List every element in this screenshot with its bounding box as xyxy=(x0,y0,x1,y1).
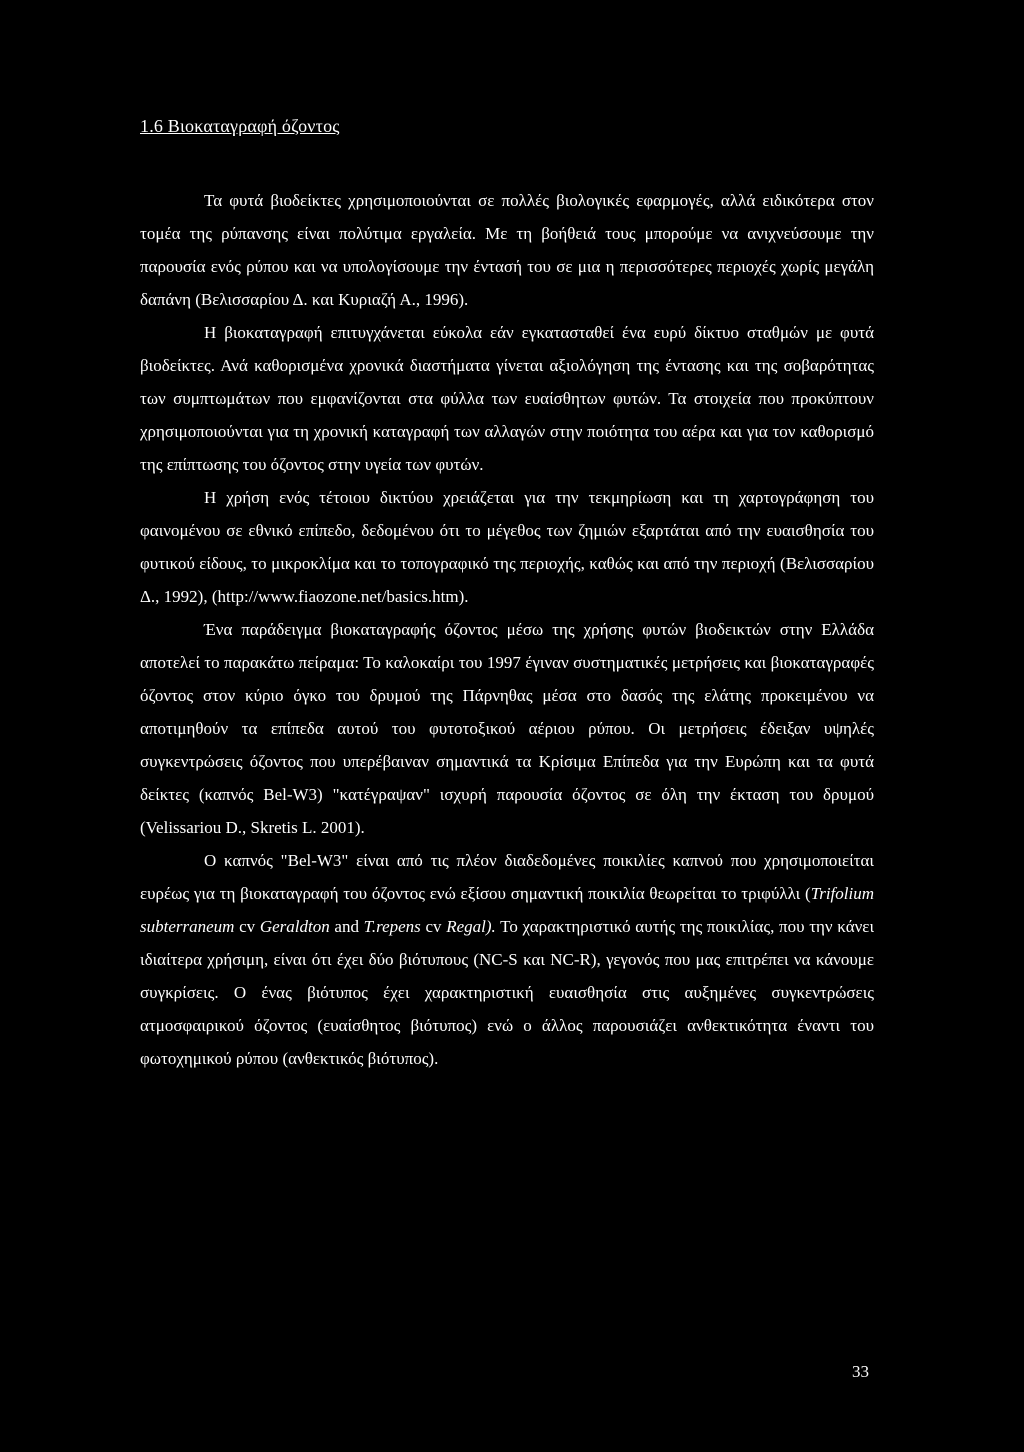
paragraph-5-text-e: Το χαρακτηριστικό αυτής της ποικιλίας, που την κάνει ιδιαίτερα χρήσιμη, είναι ότι έχει δύο βιότυπους (NC-S και NC-R), γεγονός που μας επιτρέπει να κάνουμε συγκρίσεις. Ο ένας βιότυπος έχει χαρακτηριστική ευαισθησία στις αυξημένες συγκεντρώσεις ατμοσφαιρικού όζοντος (ευαίσθητος βιότυπος) ενώ ο άλλος παρουσιάζει ανθεκτικότητα έναντι του φωτοχημικού ρύπου (ανθεκτικός βιότυπος). xyxy=(140,917,875,1068)
paragraph-1: Τα φυτά βιοδείκτες χρησιμοποιούνται σε πολλές βιολογικές εφαρμογές, αλλά ειδικότερα στον τομέα της ρύπανσης είναι πολύτιμα εργαλεία. Με τη βοήθειά τους μπορούμε να ανιχνεύσουμε την παρουσία ενός ρύπου και να υπολογίσουμε την έντασή του σε μια η περισσότερες περιοχές χωρίς μεγάλη δαπάνη (Βελισσαρίου Δ. και Κυριαζή Α., 1996). xyxy=(140,191,874,309)
body-text xyxy=(140,184,874,1075)
species-name-repens: T.repens xyxy=(363,917,421,936)
paragraph-4: Ένα παράδειγμα βιοκαταγραφής όζοντος μέσω της χρήσης φυτών βιοδεικτών στην Ελλάδα αποτελεί το παρακάτω πείραμα: Το καλοκαίρι του 1997 έγιναν συστηματικές μετρήσεις και βιοκαταγραφές όζοντος στον κύριο όγκο του δρυμού της Πάρνηθας μέσα στο δασός της ελάτης προκειμένου να αποτιμηθούν τα επίπεδα αυτού του φυτοτοξικού αέριου ρύπου. Οι μετρήσεις έδειξαν υψηλές συγκεντρώσεις όζοντος που υπερέβαιναν σημαντικά τα Κρίσιμα Επίπεδα για την Ευρώπη και τα φυτά δείκτες (καπνός Bel-W3) "κατέγραψαν" ισχυρή παρουσία όζοντος σε όλη την έκταση του δρυμού (Velissariou D., Skretis L. 2001). xyxy=(140,620,874,837)
section-heading: 1.6 Βιοκαταγραφή όζοντος xyxy=(140,116,340,136)
paragraph-5-text-a: Ο καπνός "Bel-W3" είναι από τις πλέον διαδεδομένες ποικιλίες καπνού που χρησιμοποιείται ευρέως για τη βιοκαταγραφή του όζοντος ενώ εξίσου σημαντική ποικιλία θεωρείται το τριφύλλι ( xyxy=(140,851,874,903)
paragraph-5 xyxy=(140,844,874,1075)
paragraph-5-text-c: and xyxy=(329,917,364,936)
cultivar-name-regal: Regal). xyxy=(446,917,496,936)
paragraph-5-text-b: cv xyxy=(234,917,260,936)
page-number: 33 xyxy=(852,1362,869,1381)
paragraph-5-text-d: cv xyxy=(420,917,447,936)
paragraph-2: Η βιοκαταγραφή επιτυγχάνεται εύκολα εάν εγκατασταθεί ένα ευρύ δίκτυο σταθμών με φυτά βιοδείκτες. Ανά καθορισμένα χρονικά διαστήματα γίνεται αξιολόγηση της έντασης και της σοβαρότητας των συμπτωμάτων που εμφανίζονται στα φύλλα των ευαίσθητων φυτών. Τα στοιχεία που προκύπτουν χρησιμοποιούνται για τη χρονική καταγραφή των αλλαγών στην ποιότητα του αέρα και για τον καθορισμό της επίπτωσης του όζοντος στην υγεία των φυτών. xyxy=(140,323,874,474)
paragraph-3: Η χρήση ενός τέτοιου δικτύου χρειάζεται για την τεκμηρίωση και τη χαρτογράφηση του φαινομένου σε εθνικό επίπεδο, δεδομένου ότι το μέγεθος των ζημιών εξαρτάται από την ευαισθησία του φυτικού είδους, το μικροκλίμα και το τοπογραφικό της περιοχής, καθώς και από την περιοχή (Βελισσαρίου Δ., 1992), (http://www.fiaozone.net/basics.htm). xyxy=(140,488,874,606)
species-name-trifolium: Trifolium subterraneum xyxy=(140,884,874,936)
cultivar-name-geraldton: Geraldton xyxy=(259,917,330,936)
